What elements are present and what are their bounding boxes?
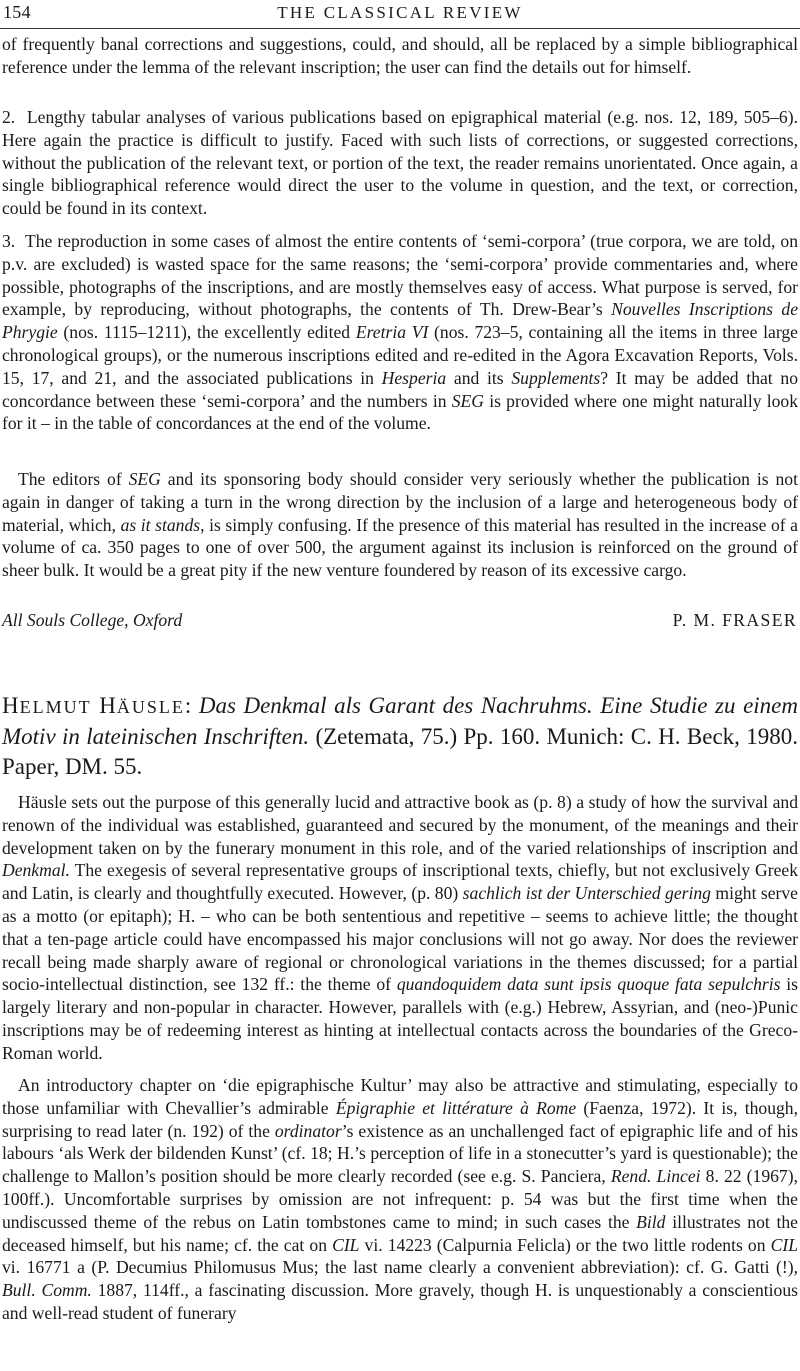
text-run: (Faenza, 1972). It is, though, surprising to read later (n. 192) of the xyxy=(2,1097,798,1141)
signature-institution: All Souls College, Oxford xyxy=(2,610,183,630)
text-run: ? It may be added that no concordance between these ‘semi-corpora’ and the numbers in xyxy=(2,367,798,411)
paragraph-conclusion xyxy=(2,468,798,582)
italic-title: Supplements xyxy=(511,367,601,388)
text-run: and its xyxy=(446,367,512,388)
running-title: THE CLASSICAL REVIEW xyxy=(277,3,523,22)
italic-title: Hesperia xyxy=(381,367,447,388)
italic-title: Épigraphie et littérature à Rome xyxy=(335,1097,577,1118)
italic-title: Nouvelles Inscriptions de Phrygie xyxy=(2,299,798,343)
italic-quote: sachlich ist der Unterschied gering xyxy=(462,883,711,904)
page-header xyxy=(0,2,800,26)
italic-quote: quandoquidem data sunt ipsis quoque fata sepulchris xyxy=(396,974,781,995)
italic-term: Bild xyxy=(636,1211,666,1232)
text-run: 8. 22 (1967), 100ff.). Uncomfortable surprises by omission are not infrequent: p. 54 was but the first time when the undiscussed theme of the rebus on Latin tombstones came to mind; in such cases the xyxy=(2,1166,798,1232)
italic-term: SEG xyxy=(128,469,161,489)
paragraph-review-1 xyxy=(2,791,798,1065)
paragraph-point-3 xyxy=(2,230,798,435)
paragraph-continuation xyxy=(2,33,798,79)
italic-term: Denkmal. xyxy=(2,860,70,881)
text-run: 3. The reproduction in some cases of almost the entire contents of ‘semi-corpora’ (true corpora, we are told, on p.v. are excluded) is wasted space for the same reasons; the ‘semi-corpora’ provide commentaries and, where possible, photographs of the inscriptions, and are mostly themselves easy of access. What purpose is served, for example, by reproducing, without photographs, the contents of Th. Drew-Bear’s xyxy=(2,231,798,320)
italic-title: SEG xyxy=(451,390,484,411)
italic-title: Eretria VI xyxy=(355,322,429,343)
signature-author: P. M. FRASER xyxy=(672,610,797,630)
text-run: of frequently banal corrections and suggestions, could, and should, all be replaced by a simple bibliographical reference under the lemma of the relevant inscription; the user can find the details out for himself. xyxy=(2,34,798,77)
text-run: ’s existence as an unchallenged fact of epigraphic life and of his labours ‘als Werk der bildenden Kunst’ (cf. 18; H.’s perception of life in a stonecutter’s yard is questionable); the challenge to Mallon’s position should be more clearly recorded (see e.g. S. Panciera, xyxy=(2,1120,798,1187)
header-rule xyxy=(0,28,800,29)
paragraph-point-2 xyxy=(2,106,798,220)
author-last-name: ÄUSLE xyxy=(116,697,185,717)
text-run: The exegesis of several representative groups of inscriptional texts, chiefly, but not exclusively Greek and Latin, is clearly and thoughtfully executed. However, (p. 80) xyxy=(2,860,798,904)
text-run: 1887, 114ff., a fascinating discussion. More gravely, though H. is unquestionably a conscientious and well-read student of funerary xyxy=(2,1280,798,1323)
text-run: might serve as a motto (or epitaph); H. – who can be both sententious and repetitive – seems to achieve little; the thought that a ten-page article could have encompassed his major conclusions will not go away. Nor does the reviewer recall being made sharply aware of regional or chronological variations in the themes discussed; for a partial socio-intellectual distinction, see 132 ff.: the theme of xyxy=(2,883,798,995)
italic-journal: Rend. Lincei xyxy=(610,1166,701,1187)
text-run: is largely literary and non-popular in character. However, parallels with (e.g.) Hebrew, Assyrian, and (neo-)Punic inscriptions may be of redeeming interest as hinting at intellectual contacts across the boundaries of the Greco-Roman world. xyxy=(2,974,798,1063)
text-run: 2. Lengthy tabular analyses of various publications based on epigraphical material (e.g. nos. 12, 189, 505–6). Here again the practice is difficult to justify. Faced with such lists of corrections, or suggested corrections, without the publication of the relevant text, or portion of the text, the reader remains unorientated. Once again, a single bibliographical reference would direct the user to the volume in question, and the text, or correction, could be found in its context. xyxy=(2,107,798,219)
book-title: Das Denkmal als Garant des Nachruhms. Eine Studie zu einem Motiv in lateinischen Inschriften. xyxy=(2,693,798,749)
italic-term: ordinator xyxy=(274,1120,342,1141)
italic-journal: CIL xyxy=(332,1234,360,1255)
author-initial: H xyxy=(2,693,20,718)
text-run: illustrates not the deceased himself, but his name; cf. the cat on xyxy=(2,1211,798,1255)
author-first-name: ELMUT xyxy=(19,697,92,717)
italic-term: as it stands xyxy=(120,514,201,535)
text-run: and its sponsoring body should consider very seriously whether the publication is not again in danger of taking a turn in the wrong direction by the inclusion of a large and heterogeneous body of material, which, xyxy=(2,469,798,535)
review-heading xyxy=(2,691,798,782)
paragraph-review-2 xyxy=(2,1074,798,1325)
author-initial: H xyxy=(99,693,117,718)
italic-journal: Bull. Comm. xyxy=(2,1280,92,1301)
text-run: Häusle sets out the purpose of this generally lucid and attractive book as (p. 8) a study of how the survival and renown of the individual was established, guaranteed and secured by the monument, of the meanings and their development taken on by the funerary monument in this role, and of the varied relationships of inscription and xyxy=(2,792,798,858)
text-run: vi. 14223 (Calpurnia Felicla) or the two little rodents on xyxy=(359,1234,771,1255)
text-run: (nos. 1115–1211), the excellently edited xyxy=(57,322,356,343)
text-run: vi. 16771 a (P. Decumius Philomusus Mus; the last name clearly a convenient abbreviation): cf. G. Gatti (!), xyxy=(2,1257,798,1278)
italic-journal: CIL xyxy=(770,1234,798,1255)
text-run: The editors of xyxy=(18,469,129,489)
review-signature xyxy=(2,610,798,634)
page-number: 154 xyxy=(3,2,31,22)
text-run: An introductory chapter on ‘die epigraphische Kultur’ may also be attractive and stimulating, especially to those unfamiliar with Chevallier’s admirable xyxy=(2,1075,798,1118)
book-details: (Zetemata, 75.) Pp. 160. Munich: C. H. Beck, 1980. Paper, DM. 55. xyxy=(2,724,799,779)
heading-colon: : xyxy=(184,693,192,718)
text-run: , is simply confusing. If the presence of this material has resulted in the increase of a volume of ca. 350 pages to one of over 500, the argument against its inclusion is reinforced on the ground of sheer bulk. It would be a great pity if the new venture foundered by reason of its excessive cargo. xyxy=(2,514,798,581)
text-run: (nos. 723–5, containing all the items in three large chronological groups), or the numerous inscriptions edited and re-edited in the Agora Excavation Reports, Vols. 15, 17, and 21, and the associated publications in xyxy=(2,322,798,388)
text-run: is provided where one might naturally look for it – in the table of concordances at the end of the volume. xyxy=(2,390,798,434)
